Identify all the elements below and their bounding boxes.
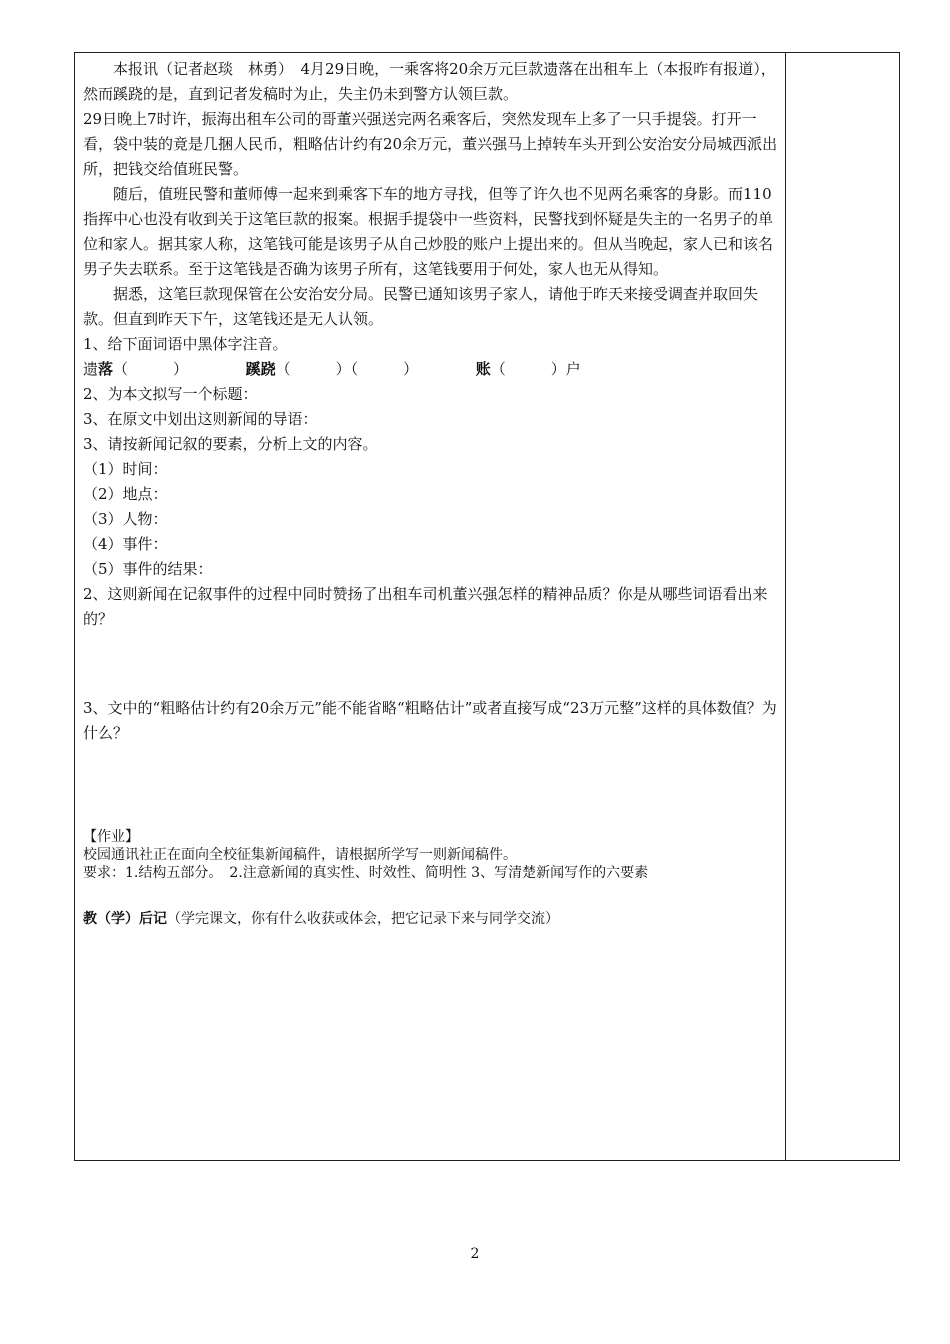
word-3-blank: （ ）户 — [490, 360, 581, 378]
article-paragraph-2: 29日晚上7时许，振海出租车公司的哥董兴强送完两名乘客后，突然发现车上多了一只手提袋。打开一看，袋中装的竟是几捆人民币，粗略估计约有20余万元，董兴强马上掉转车头开到公安治安分局城西派出所，把钱交给值班民警。 — [83, 110, 778, 178]
question-4: 3、请按新闻记叙的要素，分析上文的内容。 — [83, 435, 378, 453]
element-place: （2）地点： — [83, 485, 168, 503]
column-divider — [785, 53, 786, 1160]
question-6: 3、文中的“粗略估计约有20余万元”能不能省略“粗略估计”或者直接写成“23万元整”这样的具体数值？为什么？ — [83, 699, 777, 742]
question-2: 2、为本文拟写一个标题： — [83, 385, 258, 403]
worksheet-table — [74, 52, 900, 1161]
element-people: （3）人物： — [83, 510, 168, 528]
word-1-blank: （ ） — [113, 360, 189, 378]
pinyin-word-line — [83, 357, 779, 382]
word-2-bold: 蹊跷 — [245, 360, 276, 378]
word-3-bold: 账 — [475, 360, 491, 378]
postscript-line — [83, 910, 779, 928]
article-paragraph-4: 据悉，这笔巨款现保管在公安治安分局。民警已通知该男子家人，请他于昨天来接受调查并取回失款。但直到昨天下午，这笔钱还是无人认领。 — [83, 285, 759, 328]
main-column — [83, 57, 779, 928]
element-time: （1）时间： — [83, 460, 168, 478]
word-1-prefix: 遗 — [83, 360, 99, 378]
question-5: 2、这则新闻在记叙事件的过程中同时赞扬了出租车司机董兴强怎样的精神品质？你是从哪些词语看出来的？ — [83, 585, 768, 628]
homework-line-1: 校园通讯社正在面向全校征集新闻稿件，请根据所学写一则新闻稿件。 — [83, 847, 517, 863]
homework-line-2: 要求：1.结构五部分。 2.注意新闻的真实性、时效性、简明性 3、写清楚新闻写作的六要素 — [83, 865, 649, 881]
postscript-label: 教（学）后记 — [83, 911, 167, 927]
page-number: 2 — [470, 1246, 480, 1262]
element-result: （5）事件的结果： — [83, 560, 213, 578]
word-1-bold: 落 — [98, 360, 114, 378]
postscript-text: （学完课文，你有什么收获或体会，把它记录下来与同学交流） — [167, 911, 559, 927]
question-3: 3、在原文中划出这则新闻的导语： — [83, 410, 318, 428]
homework-heading: 【作业】 — [83, 829, 139, 845]
article-paragraph-1: 本报讯（记者赵琰 林勇） 4月29日晚，一乘客将20余万元巨款遗落在出租车上（本报昨有报道），然而蹊跷的是，直到记者发稿时为止，失主仍未到警方认领巨款。 — [83, 60, 776, 103]
word-2-blank: （ ）（ ） — [275, 360, 419, 378]
question-1: 1、给下面词语中黑体字注音。 — [83, 335, 288, 353]
element-event: （4）事件： — [83, 535, 168, 553]
article-paragraph-3: 随后，值班民警和董师傅一起来到乘客下车的地方寻找，但等了许久也不见两名乘客的身影。而110指挥中心也没有收到关于这笔巨款的报案。根据手提袋中一些资料，民警找到怀疑是失主的一名男子的单位和家人。据其家人称，这笔钱可能是该男子从自己炒股的账户上提出来的。但从当晚起，家人已和该名男子失去联系。至于这笔钱是否确为该男子所有，这笔钱要用于何处，家人也无从得知。 — [83, 185, 774, 278]
